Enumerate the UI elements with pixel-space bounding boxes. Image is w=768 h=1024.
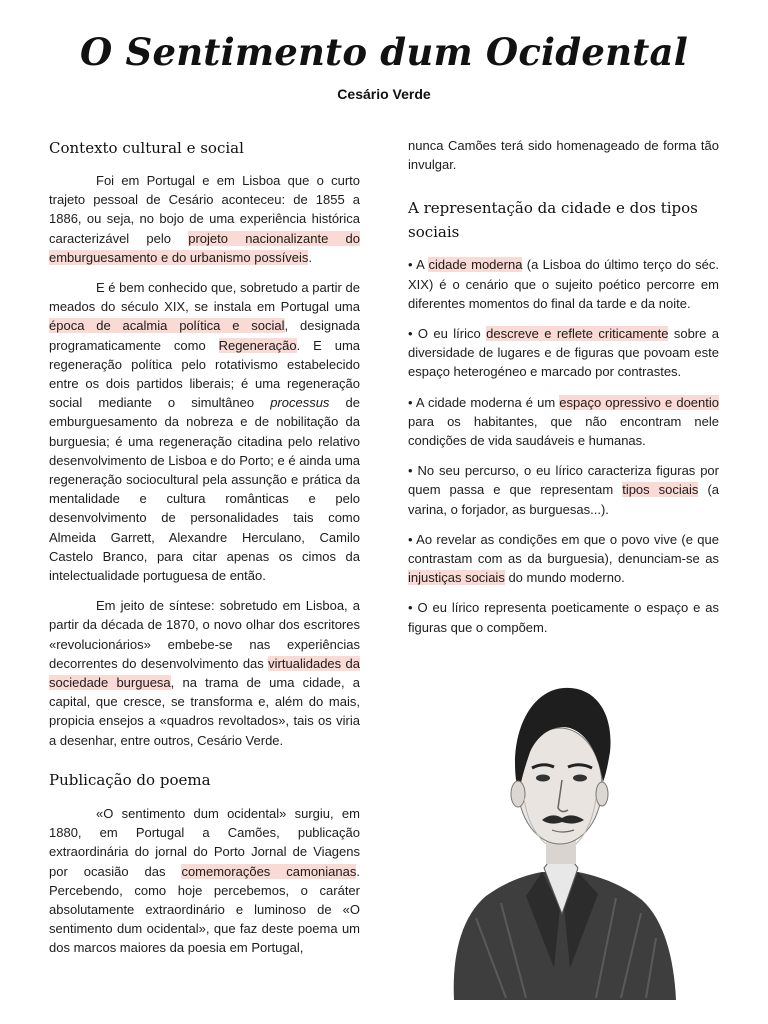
- text-run: sobre a diversidade de lugares e de figuras que povoam este espaço heterogéneo e marcado por contrastes.: [408, 326, 719, 380]
- text-run: Em jeito de síntese: sobretudo em Lisboa, a partir da década de 1870, o novo olhar dos escritores «revolucionários» embebe-se nas experiências decorrentes do desenvolvimento das: [49, 598, 360, 671]
- text-run: • O eu lírico: [408, 326, 487, 342]
- portrait-eye-right: [573, 775, 587, 782]
- paragraph-context-3: [49, 596, 360, 750]
- highlight: projeto nacionalizante do emburguesamento e do urbanismo possíveis: [49, 230, 360, 265]
- highlight: Regeneração: [218, 337, 297, 353]
- highlight: tipos sociais: [622, 482, 699, 498]
- highlight: descreve e reflete criticamente: [486, 326, 669, 342]
- text-run: Foi em Portugal e em Lisboa que o curto trajeto pessoal de Cesário aconteceu: de 1855 a 1886, ou seja, no bojo de uma experiência histórica caracterizável pelo: [49, 173, 360, 246]
- text-run: do mundo moderno.: [504, 570, 625, 586]
- highlight: virtualidades da sociedade burguesa: [49, 655, 361, 691]
- bullet-item: [408, 461, 719, 519]
- text-run: (a Lisboa do último terço do séc. XIX) é o cenário que o sujeito poético percorre em diferentes momentos do final da tarde e da noite.: [408, 257, 719, 311]
- italic-term: processus: [270, 395, 330, 411]
- highlight: espaço opressivo e doentio: [559, 394, 719, 410]
- paragraph-continuation: nunca Camões terá sido homenageado de forma tão invulgar.: [408, 138, 719, 173]
- text-run: , designada programaticamente como: [49, 318, 360, 353]
- text-run: • A cidade moderna é um: [408, 394, 560, 410]
- text-run: de emburguesamento da nobreza e de nobilitação da burguesia; é uma regeneração citadina pelo relativo desenvolvimento de Lisboa e do Porto; e é ainda uma regeneração sociocultural pela assunção e prática da mentalidade e cultura românticas e pelo desenvolvimento de personalidades tais como Almeida Garrett, Alexandre Herculano, Camilo Castelo Branco, para citar apenas os cimos da intelectualidade portuguesa de então.: [49, 395, 360, 584]
- section-heading-context: Contexto cultural e social: [49, 139, 244, 157]
- text-run: E é bem conhecido que, sobretudo a partir de meados do século XIX, se instala em Portugal uma: [49, 280, 360, 315]
- text-run: (a varina, o forjador, as burguesas...).: [408, 482, 719, 517]
- section-heading-publication: Publicação do poema: [49, 770, 211, 789]
- portrait-image: [446, 668, 678, 1000]
- section-heading-city: A representação da cidade e dos tipos sociais: [408, 199, 698, 242]
- text-run: . Percebendo, como hoje percebemos, o caráter absolutamente extraordinário e luminoso de «O sentimento dum ocidental», que faz deste poema um dos marcos maiores da poesia em Portugal,: [49, 863, 360, 956]
- text-run: • O eu lírico representa poeticamente o espaço e as figuras que o compõem.: [408, 600, 719, 635]
- paragraph-context-1: [49, 171, 360, 267]
- text-run: . E uma regeneração política pelo rotativismo estabelecido entre os dois partidos liberais; é uma regeneração social mediante o simultâneo: [49, 337, 360, 411]
- text-run: • Ao revelar as condições em que o povo vive (e que contrastam com as da burguesia), denunciam-se as: [408, 531, 719, 567]
- left-column: [49, 136, 360, 958]
- bullet-item: [408, 598, 719, 636]
- page-title: O Sentimento dum Ocidental: [80, 30, 688, 74]
- paragraph-context-2: [49, 278, 360, 585]
- bullet-item: [408, 393, 719, 451]
- paragraph-publication: [49, 804, 360, 958]
- highlight: cidade moderna: [428, 257, 523, 273]
- text-run: para os habitantes, que não encontram nele condições de vida saudáveis e humanas.: [408, 413, 719, 449]
- right-column: [408, 136, 719, 648]
- text-run: «O sentimento dum ocidental» surgiu, em 1880, em Portugal a Camões, publicação extraordinária do jornal do Porto Jornal de Viagens por ocasião das: [49, 805, 360, 879]
- text-run: , na trama de uma cidade, a capital, que cresce, se transforma e, além do mais, propicia ensejos a «quadros revoltados», tais os viria a desenhar, entre outros, Cesário Verde.: [49, 675, 360, 748]
- highlight: injustiças sociais: [408, 570, 505, 586]
- text-run: .: [308, 249, 313, 265]
- portrait-ear-left: [511, 781, 525, 807]
- bullet-item: [408, 324, 719, 382]
- bullet-item: [408, 530, 719, 588]
- portrait-ear-right: [596, 782, 608, 806]
- text-run: • A: [408, 257, 429, 273]
- highlight: comemorações camonianas: [181, 863, 357, 879]
- text-run: • No seu percurso, o eu lírico caracteriza figuras por quem passa e que representam: [408, 463, 719, 498]
- portrait-eye-left: [536, 775, 550, 782]
- bullet-item: [408, 255, 719, 313]
- author-name: Cesário Verde: [337, 86, 431, 102]
- highlight: época de acalmia política e social: [49, 318, 285, 334]
